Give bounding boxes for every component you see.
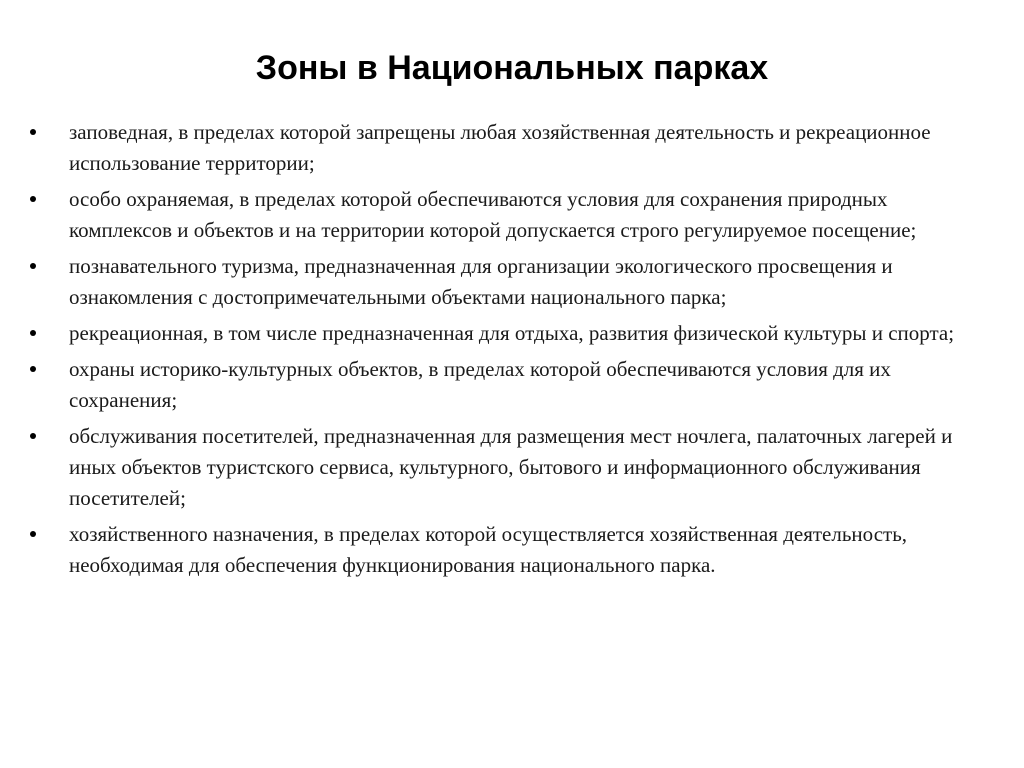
bullet-dot-icon <box>30 330 36 336</box>
bullet-dot-icon <box>30 433 36 439</box>
list-item <box>30 251 990 313</box>
list-item <box>30 184 990 246</box>
list-item <box>30 318 990 349</box>
list-item <box>30 117 990 179</box>
list-item-text: обслуживания посетителей, предназначенная для размещения мест ночлега, палаточных лагерей и иных объектов туристского сервиса, культурного, бытового и информационного обслуживания посетителей; <box>69 424 953 510</box>
bullet-dot-icon <box>30 366 36 372</box>
list-item <box>30 354 990 416</box>
list-item-text: хозяйственного назначения, в пределах которой осуществляется хозяйственная деятельность, необходимая для обеспечения функционирования национального парка. <box>69 522 908 577</box>
bullet-dot-icon <box>30 263 36 269</box>
bullet-dot-icon <box>30 129 36 135</box>
list-item <box>30 519 990 581</box>
list-item-text: познавательного туризма, предназначенная для организации экологического просвещения и ознакомления с достопримечательными объектами национального парка; <box>69 254 893 309</box>
list-item-text: особо охраняемая, в пределах которой обеспечиваются условия для сохранения природных комплексов и объектов и на территории которой допускается строго регулируемое посещение; <box>69 187 917 242</box>
bullet-dot-icon <box>30 531 36 537</box>
slide-title: Зоны в Национальных парках <box>255 49 769 87</box>
list-item-text: рекреационная, в том числе предназначенная для отдыха, развития физической культуры и спорта; <box>69 321 955 345</box>
list-item-text: заповедная, в пределах которой запрещены любая хозяйственная деятельность и рекреационное использование территории; <box>69 120 931 175</box>
zones-list <box>30 117 990 586</box>
bullet-dot-icon <box>30 196 36 202</box>
list-item <box>30 421 990 514</box>
list-item-text: охраны историко-культурных объектов, в пределах которой обеспечиваются условия для их сохранения; <box>69 357 891 412</box>
